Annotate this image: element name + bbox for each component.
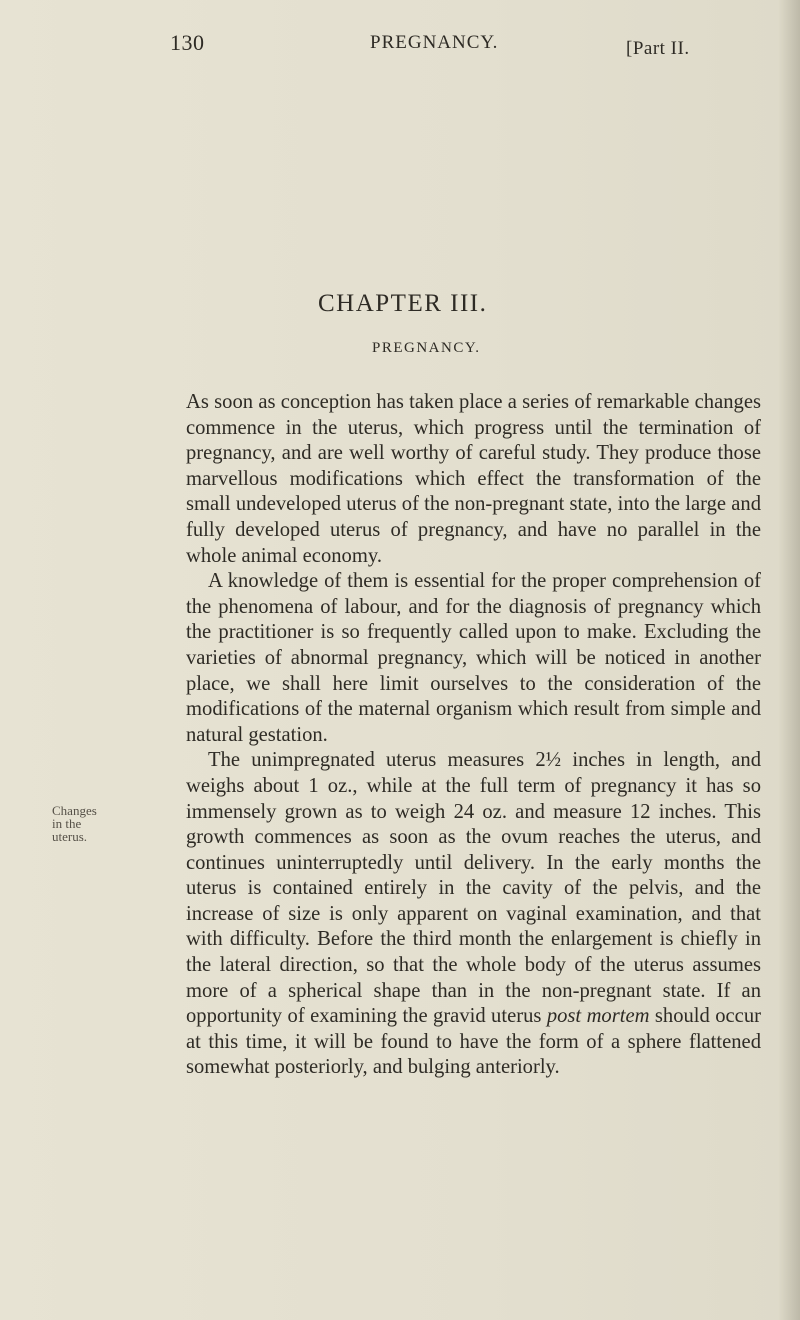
marginal-note-line: in the — [52, 816, 82, 831]
paragraph-3-text: The unimpregnated uterus measures 2½ inches in length, and weighs about 1 oz., while at the full term of pregnancy it has so immensely grown as to weigh 24 oz. and measure 12 inches. This growth commences as soon as the ovum reaches the uterus, and continues uninterruptedly until delivery. In the early months the uterus is contained entirely in the cavity of the pelvis, and the increase of size is only apparent on vaginal examination, and that with difficulty. Before the third month the enlargement is chiefly in the lateral direction, so that the whole body of the uterus assumes more of a spherical shape than in the non-pregnant state. If an opportunity of examining the gravid uterus — [186, 749, 761, 1028]
marginal-note-line: Changes — [52, 803, 97, 818]
chapter-subtitle: PREGNANCY. — [372, 340, 481, 356]
running-head — [0, 22, 800, 62]
page-number: 130 — [170, 30, 205, 55]
paragraph-1: As soon as conception has taken place a series of remarkable changes commence in the uterus, which progress until the termination of pregnancy, and are well worthy of careful study. They produce those marvellous modifications which effect the transformation of the small undeveloped uterus of the non-pregnant state, into the large and fully developed uterus of pregnancy, and have no parallel in the whole animal economy. — [186, 391, 761, 567]
running-title: PREGNANCY. — [370, 32, 499, 53]
italic-phrase: post mortem — [546, 1005, 650, 1028]
paragraph-3 — [186, 748, 761, 1081]
body-text — [186, 390, 761, 1081]
page-edge-shadow — [778, 0, 800, 1320]
part-label: [Part II. — [626, 38, 690, 59]
chapter-title: CHAPTER III. — [318, 290, 488, 317]
marginal-note-line: uterus. — [52, 829, 88, 844]
paragraph-2: A knowledge of them is essential for the proper comprehension of the phenomena of labour, and for the diagnosis of pregnancy which the practitioner is so frequently called upon to make. Excluding the varieties of abnormal pregnancy, which will be noticed in another place, we shall here limit ourselves to the consideration of the modifications of the maternal organism which result from simple and natural gestation. — [186, 570, 761, 746]
paragraph-3-text-end: should occur at this time, it will be found to have the form of a sphere flattened somewhat posteriorly, and bulging anteriorly. — [186, 1005, 761, 1079]
marginal-note — [52, 804, 112, 843]
